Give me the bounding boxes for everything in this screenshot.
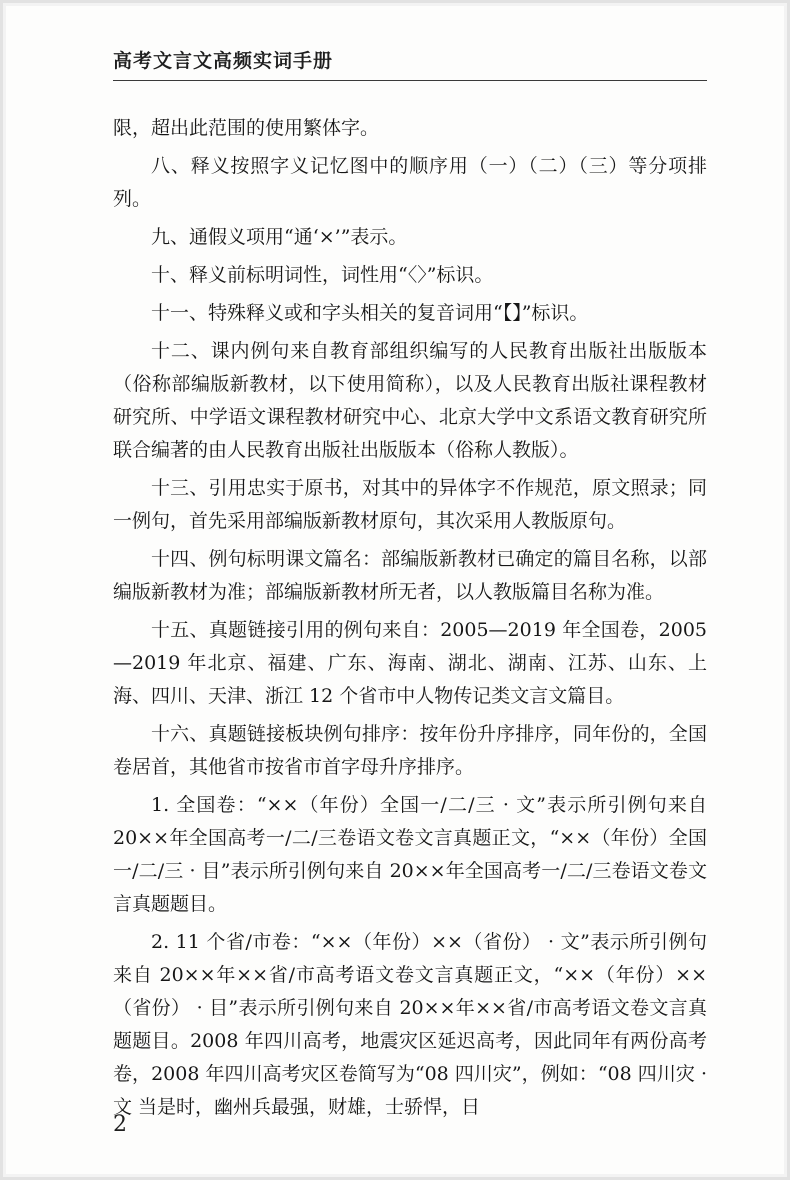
page-number: 2 [113,1112,127,1137]
paragraph-item-8: 八、释义按照字义记忆图中的顺序用（一）（二）（三）等分项排列。 [113,155,707,210]
paragraph-continuation: 限，超出此范围的使用繁体字。 [113,117,380,139]
page-body [113,112,707,1129]
paragraph-item-16: 十六、真题链接板块例句排序：按年份升序排序，同年份的，全国卷居首，其他省市按省市首字母升序排序。 [113,723,707,778]
paragraph-item-13: 十三、引用忠实于原书，对其中的异体字不作规范，原文照录；同一例句，首先采用部编版新教材原句，其次采用人教版原句。 [113,477,707,532]
paragraph-subitem-2: 2. 11 个省/市卷：“××（年份）××（省份） · 文”表示所引例句来自 20××年××省/市高考语文卷文言真题正文，“××（年份）××（省份） · 目”表示所引例句来自 20××年××省/市高考语文卷文言真题题目。2008 年四川高考，地震灾区延迟高考，因此同年有两份高考卷，2008 年四川高考灾区卷简写为“08 四川灾”，例如：“08 四川灾 · 文 当是时，幽州兵最强，财雄，士骄悍，日 [113,931,707,1118]
paragraph-item-15: 十五、真题链接引用的例句来自：2005—2019 年全国卷，2005—2019 年北京、福建、广东、海南、湖北、湖南、江苏、山东、上海、四川、天津、浙江 12 个省市中人物传记类文言文篇目。 [113,619,707,707]
paragraph-item-9: 九、通假义项用“通‘×’”表示。 [151,226,408,248]
paragraph-item-12: 十二、课内例句来自教育部组织编写的人民教育出版社出版版本（俗称部编版新教材，以下使用简称），以及人民教育出版社课程教材研究所、中学语文课程教材研究中心、北京大学中文系语文教育研究所联合编著的由人民教育出版社出版版本（俗称人教版）。 [113,340,707,461]
paragraph-item-11: 十一、特殊释义或和字头相关的复音词用“【】”标识。 [151,302,589,324]
running-header-title: 高考文言文高频实词手册 [113,50,334,72]
paragraph-item-14: 十四、例句标明课文篇名：部编版新教材已确定的篇目名称，以部编版新教材为准；部编版新教材所无者，以人教版篇目名称为准。 [113,548,707,603]
paragraph-item-10: 十、释义前标明词性，词性用“〈〉”标识。 [151,264,494,286]
paragraph-subitem-1: 1. 全国卷：“××（年份）全国一/二/三 · 文”表示所引例句来自 20××年全国高考一/二/三卷语文卷文言真题正文，“××（年份）全国一/二/三 · 目”表示所引例句来自 20××年全国高考一/二/三卷语文卷文言真题题目。 [113,794,707,915]
header-divider [113,80,707,81]
